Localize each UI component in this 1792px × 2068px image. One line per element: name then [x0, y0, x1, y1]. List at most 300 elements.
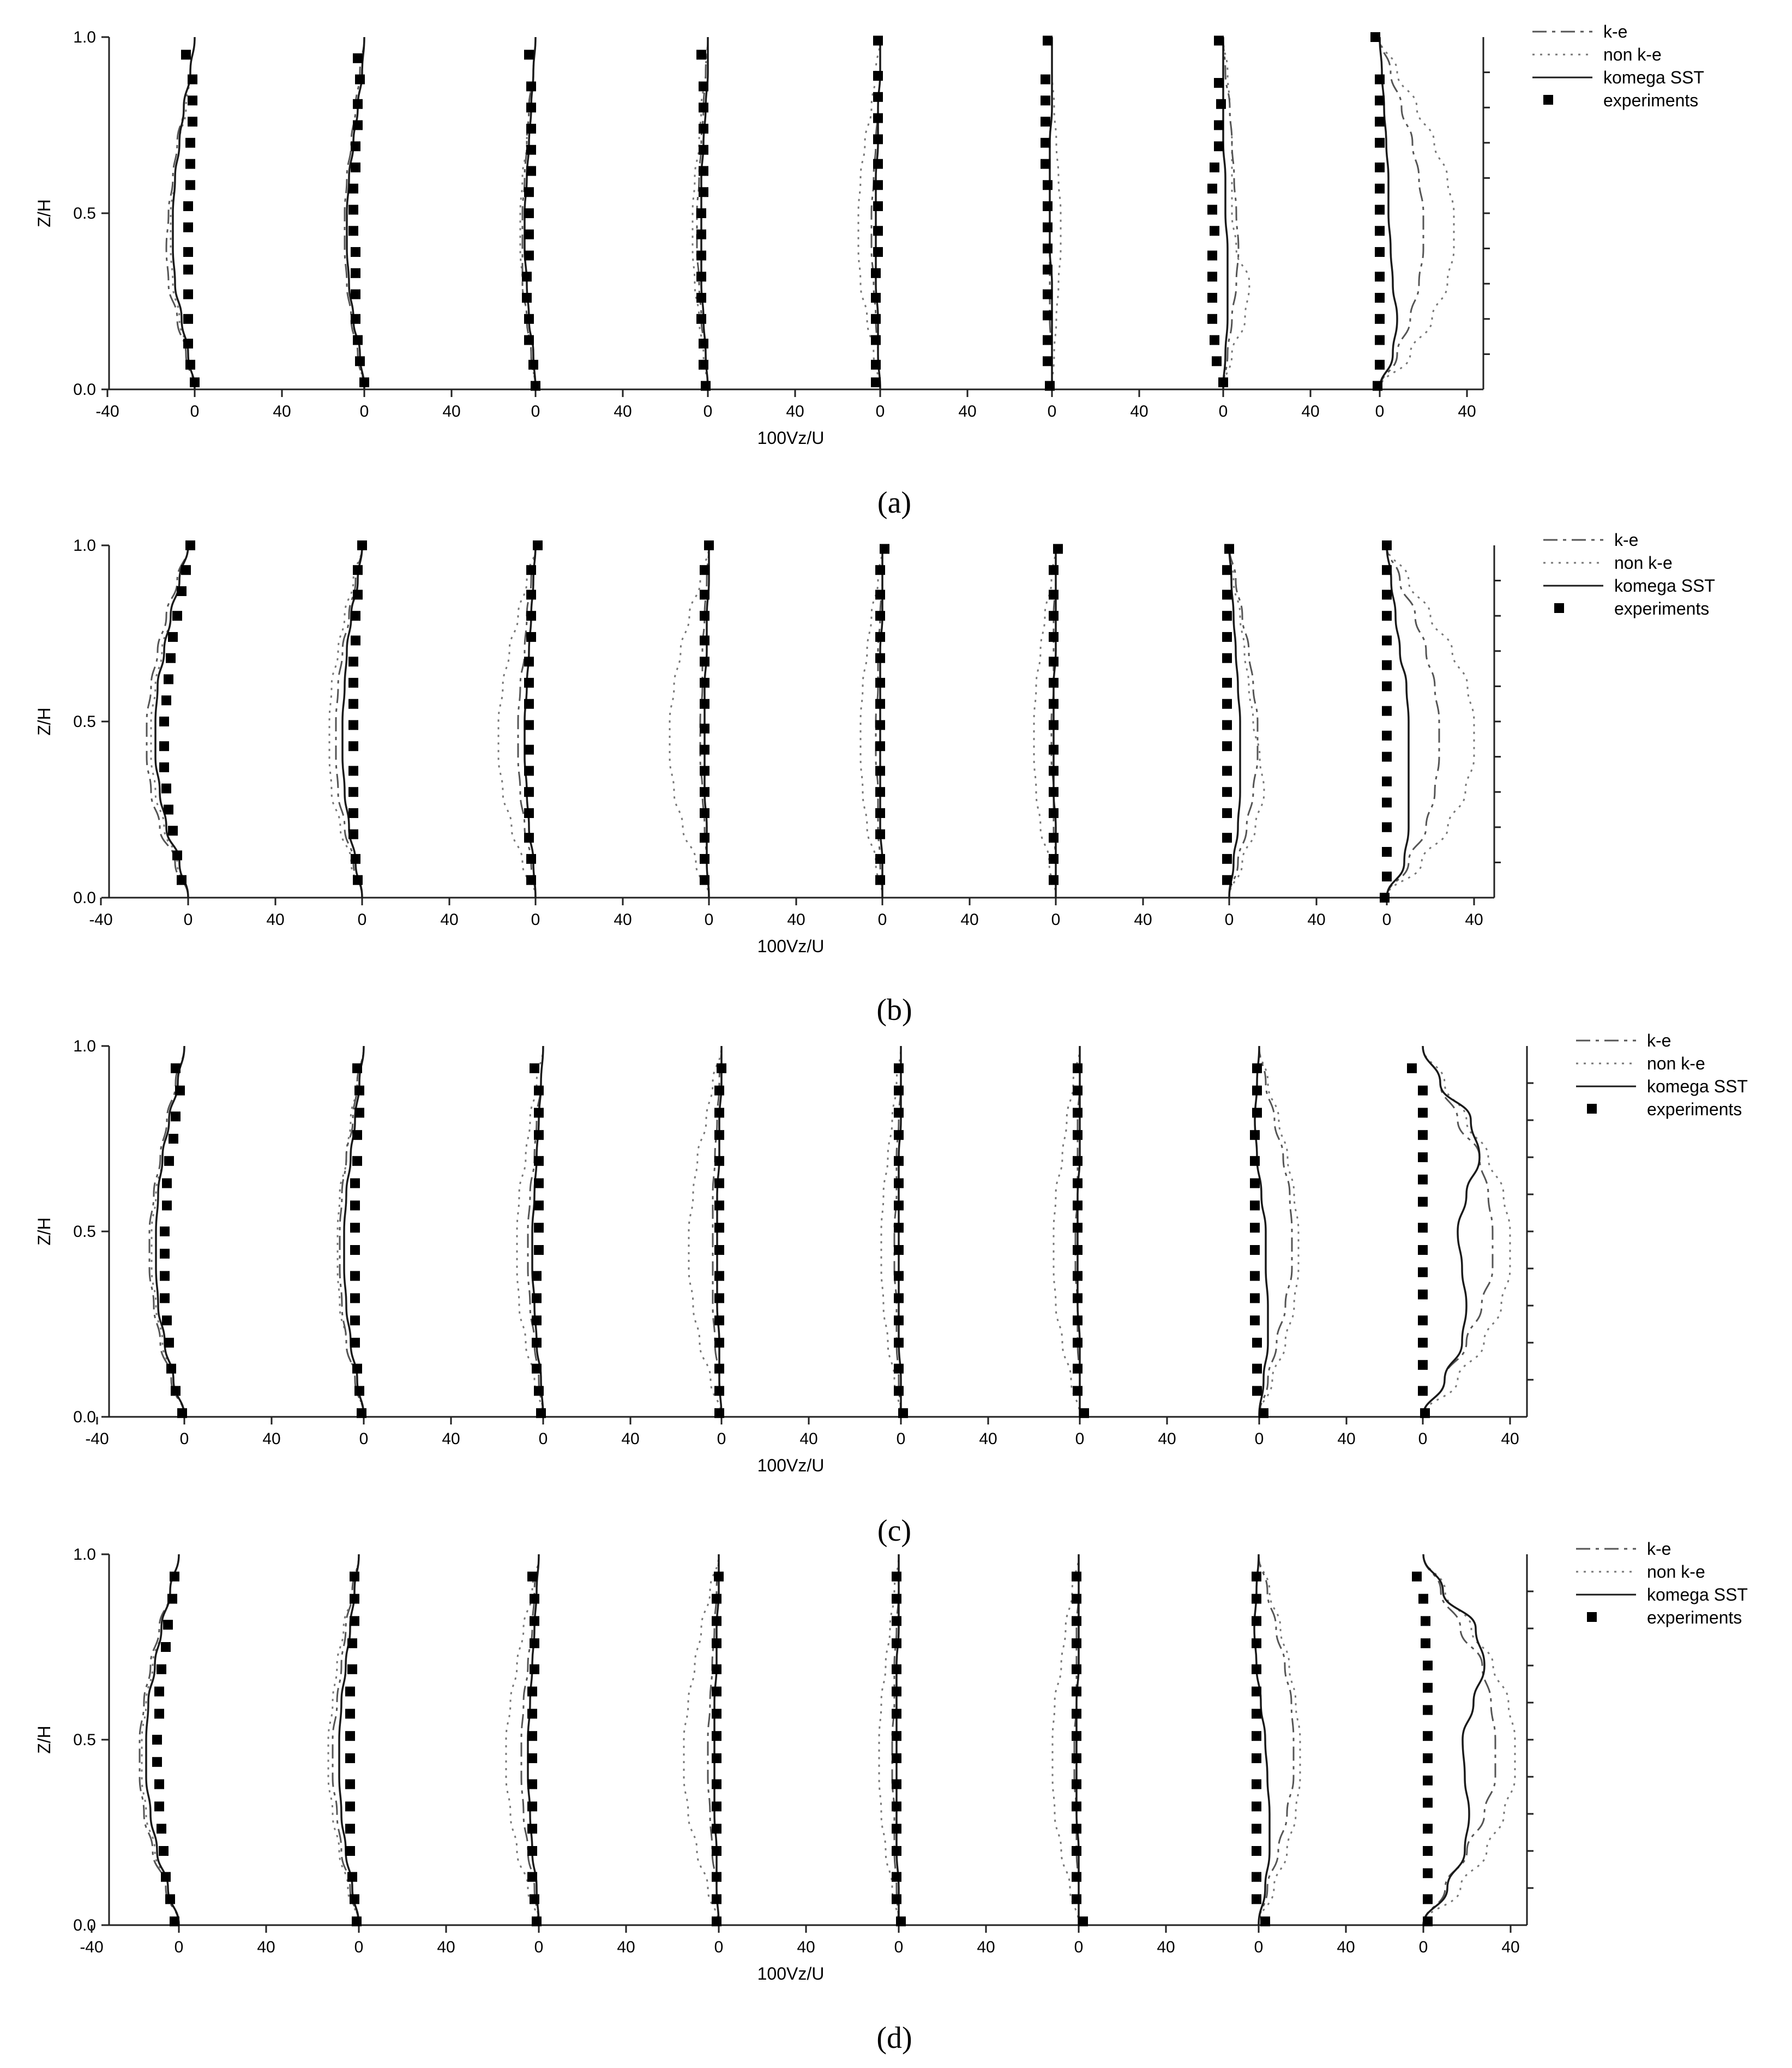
x-tick-label: 40 [1501, 1430, 1519, 1448]
experiment-point [875, 787, 885, 797]
experiment-point [183, 223, 193, 232]
experiment-point [894, 1338, 904, 1348]
experiment-point [1380, 893, 1390, 903]
experiment-point [160, 1249, 170, 1259]
x-tick-label: 0 [875, 402, 885, 420]
x-axis-label: 100Vz/U [757, 1456, 825, 1475]
experiment-point [892, 1753, 901, 1763]
experiment-point [1252, 1687, 1261, 1697]
experiment-point [1072, 1664, 1081, 1674]
experiment-point [712, 1709, 721, 1718]
y-tick-label: 1.0 [73, 28, 96, 46]
experiment-point [348, 699, 358, 709]
experiment-point [699, 360, 708, 370]
experiment-point [1073, 1200, 1083, 1210]
experiment-point [530, 1594, 539, 1604]
experiment-point [714, 1338, 724, 1348]
experiment-point [1073, 1179, 1083, 1188]
experiment-point [1072, 1753, 1081, 1763]
experiment-point [1043, 201, 1053, 211]
x-tick-label: 40 [1134, 911, 1152, 929]
panel-label: (b) [876, 993, 912, 1027]
experiment-point [871, 293, 881, 303]
experiment-point [157, 1824, 166, 1833]
x-tick-label: 0 [1047, 402, 1057, 420]
experiment-point [168, 826, 178, 835]
experiment-point [524, 335, 534, 345]
x-tick-label: 0 [357, 911, 367, 929]
experiment-point [345, 1709, 355, 1718]
experiment-point [1073, 1293, 1083, 1303]
experiment-point [188, 95, 197, 105]
x-tick-label: 40 [442, 1430, 460, 1448]
experiment-point [524, 208, 534, 218]
experiment-point [351, 854, 360, 864]
experiment-point [183, 314, 193, 324]
experiment-point [1043, 310, 1053, 320]
experiment-point [700, 724, 709, 734]
experiment-point [1043, 35, 1053, 45]
experiment-point [1382, 565, 1392, 575]
station-6 [1034, 544, 1063, 898]
experiment-point [524, 50, 534, 59]
experiment-point [1043, 264, 1053, 274]
y-tick-label: 0.0 [73, 381, 96, 399]
experiment-point [894, 1130, 904, 1140]
experiment-point [1421, 1616, 1430, 1626]
experiment-point [345, 1753, 355, 1763]
experiment-point [524, 187, 534, 197]
experiment-point [1049, 678, 1059, 688]
station-8 [1407, 1046, 1510, 1418]
ke-line [1387, 545, 1439, 898]
x-tick-label: 40 [1307, 911, 1326, 929]
x-tick-label: 0 [1418, 1430, 1428, 1448]
experiment-point [1073, 1156, 1083, 1166]
experiment-point [1423, 1916, 1433, 1926]
experiment-point [875, 875, 885, 885]
station-7 [1252, 1554, 1300, 1926]
experiment-point [161, 695, 171, 705]
experiment-point [873, 71, 883, 81]
legend-nonke-label: non k-e [1647, 1562, 1705, 1582]
station-4 [684, 1554, 724, 1926]
experiment-point [712, 1872, 721, 1882]
legend [1532, 22, 1704, 110]
experiment-point [1078, 1916, 1088, 1926]
experiment-point [1073, 1364, 1083, 1374]
experiment-point [1049, 875, 1059, 885]
non-ke-line [1423, 1554, 1515, 1925]
experiment-point [345, 1824, 355, 1833]
experiment-point [527, 1780, 537, 1789]
experiment-point [1049, 766, 1059, 775]
experiment-point [892, 1572, 901, 1582]
experiment-point [524, 833, 534, 843]
experiment-point [1418, 1267, 1428, 1277]
experiment-point [1382, 681, 1392, 691]
experiment-point [527, 1801, 537, 1811]
y-axis-label: Z/H [34, 1726, 54, 1754]
experiment-point [348, 226, 358, 236]
experiment-point [1207, 184, 1217, 194]
experiment-point [1214, 78, 1224, 88]
y-axis-label: Z/H [34, 707, 54, 736]
experiment-point [1214, 141, 1224, 151]
experiment-point [350, 1338, 360, 1348]
experiment-point [700, 678, 709, 688]
experiment-point [1252, 1801, 1261, 1811]
experiment-point [351, 141, 360, 151]
experiment-point [1041, 159, 1050, 169]
experiment-point [1210, 163, 1219, 172]
experiment-point [1423, 1776, 1433, 1786]
experiment-point [1043, 290, 1053, 299]
x-tick-label: 0 [174, 1938, 184, 1956]
experiment-point [1222, 854, 1232, 864]
experiment-point [1252, 1338, 1262, 1348]
legend-sst-label: komega SST [1647, 1585, 1748, 1604]
experiment-point [526, 611, 536, 621]
x-tick-label: 0 [896, 1430, 906, 1448]
experiment-point [352, 1130, 362, 1140]
x-tick-label: 40 [799, 1430, 818, 1448]
experiment-point [875, 699, 885, 709]
experiment-point [1072, 1780, 1081, 1789]
station-5 [861, 544, 889, 898]
experiment-point [1222, 678, 1232, 688]
experiment-point [696, 293, 706, 303]
x-tick-label: 0 [717, 1430, 726, 1448]
experiment-point [1418, 1223, 1428, 1233]
experiment-point [1382, 752, 1392, 762]
experiment-point [353, 565, 363, 575]
station-2 [338, 1046, 366, 1418]
experiment-point [354, 1086, 364, 1096]
x-tick-label: 40 [437, 1938, 455, 1956]
experiment-point [894, 1086, 904, 1096]
experiment-point [892, 1616, 901, 1626]
experiment-point [1072, 1894, 1081, 1904]
experiment-point [1252, 1572, 1261, 1582]
experiment-point [1252, 1753, 1261, 1763]
experiment-point [164, 674, 173, 684]
experiment-point [871, 360, 881, 370]
experiment-point [1212, 356, 1222, 366]
experiment-point [1073, 1130, 1083, 1140]
experiment-point [345, 1780, 355, 1789]
x-tick-label: 0 [1254, 1430, 1264, 1448]
station-1 [140, 1554, 179, 1926]
experiment-point [873, 247, 883, 257]
experiment-point [714, 1386, 724, 1396]
experiment-point [531, 381, 540, 391]
experiment-point [526, 565, 536, 575]
experiment-point [1049, 854, 1059, 864]
experiment-point [1073, 1086, 1083, 1096]
experiment-point [348, 766, 358, 775]
experiment-point [181, 50, 191, 59]
experiment-point [526, 124, 536, 134]
experiment-point [696, 251, 706, 261]
experiment-point [353, 99, 363, 109]
y-axis-label: Z/H [34, 199, 54, 227]
experiment-point [1423, 1846, 1433, 1856]
experiment-point [699, 81, 708, 91]
x-tick-label: 40 [977, 1938, 995, 1956]
experiment-point [348, 678, 358, 688]
experiment-point [528, 360, 538, 370]
x-tick-label: 40 [262, 1430, 281, 1448]
experiment-point [700, 635, 709, 645]
experiment-point [1073, 1223, 1083, 1233]
experiment-point [1423, 1753, 1433, 1763]
experiment-point [873, 226, 883, 236]
experiment-point [1418, 1245, 1428, 1255]
experiment-point [348, 808, 358, 818]
panel-b [34, 530, 1715, 1027]
legend-ke-label: k-e [1603, 22, 1628, 41]
experiment-point [1418, 1086, 1428, 1096]
experiment-point [712, 1846, 721, 1856]
experiment-point [894, 1156, 904, 1166]
experiment-point [875, 829, 885, 839]
x-tick-label: 40 [614, 911, 632, 929]
x-tick-label: 0 [1382, 911, 1392, 929]
x-tick-label: 0 [359, 402, 369, 420]
experiment-point [1073, 1108, 1083, 1117]
experiment-point [1252, 1846, 1261, 1856]
experiment-point [352, 1916, 362, 1926]
experiment-point [357, 1408, 366, 1418]
experiment-point [1373, 381, 1382, 391]
x-tick-label: -40 [80, 1938, 104, 1956]
experiment-point [1072, 1872, 1081, 1882]
x-tick-label: 0 [714, 1938, 724, 1956]
experiment-point [712, 1753, 721, 1763]
x-tick-label: 40 [442, 402, 461, 420]
experiment-point [1375, 184, 1385, 194]
experiment-point [1423, 1683, 1433, 1693]
experiment-point [532, 1271, 542, 1281]
experiment-point [714, 1086, 724, 1096]
experiment-point [1252, 1731, 1261, 1741]
station-4 [693, 37, 711, 391]
experiment-point [1420, 1408, 1430, 1418]
experiment-point [532, 1315, 542, 1325]
experiment-point [1049, 720, 1059, 730]
experiment-point [1375, 95, 1385, 105]
experiment-point [712, 1638, 721, 1648]
experiment-point [894, 1108, 904, 1117]
experiment-point [526, 166, 536, 176]
experiment-point [350, 1179, 360, 1188]
experiment-point [1370, 32, 1380, 42]
experiment-point [532, 1916, 542, 1926]
experiment-point [532, 1338, 542, 1348]
station-7 [1222, 544, 1264, 898]
x-tick-label: 40 [1130, 402, 1148, 420]
legend [1576, 1031, 1748, 1119]
experiment-point [714, 1200, 724, 1210]
x-tick-label: -40 [95, 402, 119, 420]
experiment-point [699, 339, 708, 348]
experiment-point [700, 611, 709, 621]
experiment-point [526, 590, 536, 599]
x-tick-label: 40 [1158, 1430, 1176, 1448]
experiment-point [166, 653, 176, 663]
experiment-point [892, 1846, 901, 1856]
experiment-point [359, 377, 369, 387]
experiment-point [350, 1594, 359, 1604]
experiment-point [527, 1846, 537, 1856]
experiment-point [894, 1223, 904, 1233]
experiment-point [177, 1408, 187, 1418]
experiment-point [165, 1894, 175, 1904]
experiment-point [1252, 1638, 1261, 1648]
experiment-point [351, 611, 360, 621]
station-6 [1053, 1554, 1088, 1926]
experiment-point [696, 272, 706, 281]
x-tick-label: 0 [1254, 1938, 1264, 1956]
x-tick-label: 40 [266, 911, 285, 929]
experiment-point [185, 360, 195, 370]
experiment-point [188, 117, 197, 127]
experiment-point [1418, 1130, 1428, 1140]
experiment-point [351, 268, 360, 278]
experiment-point [704, 540, 714, 550]
experiment-point [894, 1315, 904, 1325]
x-tick-label: 40 [1465, 911, 1483, 929]
experiment-point [533, 540, 543, 550]
experiment-point [351, 314, 360, 324]
experiment-point [699, 166, 708, 176]
experiment-point [696, 230, 706, 239]
x-tick-label: 0 [1218, 402, 1228, 420]
experiment-point [524, 808, 534, 818]
experiment-point [714, 1179, 724, 1188]
experiment-point [894, 1386, 904, 1396]
experiment-point [1214, 35, 1224, 45]
station-1 [149, 1046, 187, 1418]
experiment-point [1375, 75, 1385, 85]
experiment-point [1418, 1594, 1428, 1604]
experiment-point [524, 720, 534, 730]
experiment-point [1252, 1386, 1262, 1396]
experiment-point [175, 1086, 185, 1096]
experiment-point [177, 875, 187, 885]
experiment-point [154, 1780, 164, 1789]
experiment-point [875, 653, 885, 663]
experiment-point [1043, 335, 1053, 345]
experiment-point [530, 1894, 539, 1904]
experiment-point [712, 1731, 721, 1741]
experiment-point [1382, 611, 1392, 621]
experiment-point [700, 590, 709, 599]
experiment-point [170, 1916, 179, 1926]
experiment-point [355, 356, 365, 366]
experiment-point [1382, 540, 1392, 550]
experiment-point [696, 314, 706, 324]
experiment-point [1382, 777, 1392, 786]
experiment-point [1250, 1179, 1260, 1188]
experiment-point [1418, 1360, 1428, 1370]
experiment-point [161, 784, 171, 793]
x-tick-label: 40 [960, 911, 979, 929]
experiment-point [162, 1315, 172, 1325]
experiment-point [1049, 745, 1059, 755]
experiment-point [355, 75, 365, 85]
experiment-point [699, 124, 708, 134]
experiment-point [345, 1687, 355, 1697]
experiment-point [347, 1638, 357, 1648]
experiment-point [714, 1364, 724, 1374]
experiment-point [1073, 1063, 1083, 1073]
station-2 [329, 540, 367, 898]
experiment-point [160, 1271, 170, 1281]
y-tick-label: 1.0 [73, 1546, 96, 1564]
experiment-point [892, 1709, 901, 1718]
experiment-point [351, 163, 360, 172]
experiment-point [1222, 565, 1232, 575]
experiment-point [345, 1801, 355, 1811]
experiment-point [1250, 1200, 1260, 1210]
experiment-point [534, 1156, 544, 1166]
experiment-point [1072, 1594, 1081, 1604]
ke-line [1380, 37, 1423, 389]
experiment-point [1073, 1338, 1083, 1348]
experiment-point [1043, 244, 1053, 254]
experiment-point [536, 1408, 546, 1418]
x-tick-label: 40 [1337, 1430, 1356, 1448]
experiment-point [894, 1063, 904, 1073]
experiment-point [1382, 798, 1392, 808]
experiment-point [527, 1572, 537, 1582]
experiment-point [892, 1638, 901, 1648]
experiment-point [162, 1179, 172, 1188]
experiment-point [1222, 766, 1232, 775]
x-tick-label: 40 [614, 402, 632, 420]
experiment-point [1250, 1245, 1260, 1255]
legend-exp-marker [1554, 603, 1564, 613]
legend-ke-label: k-e [1647, 1539, 1671, 1559]
x-tick-label: 40 [617, 1938, 635, 1956]
experiment-point [350, 1894, 359, 1904]
panel-c [34, 1031, 1748, 1548]
legend-sst-label: komega SST [1647, 1077, 1748, 1096]
experiment-point [873, 201, 883, 211]
experiment-point [892, 1801, 901, 1811]
experiment-point [1041, 117, 1050, 127]
station-1 [166, 37, 200, 389]
experiment-point [154, 1801, 164, 1811]
ke-line [166, 37, 195, 389]
legend-nonke-label: non k-e [1647, 1054, 1705, 1073]
experiment-point [534, 1245, 544, 1255]
experiment-point [1045, 381, 1055, 391]
experiment-point [524, 657, 534, 666]
experiment-point [190, 377, 200, 387]
station-6 [1041, 35, 1061, 390]
experiment-point [894, 1200, 904, 1210]
experiment-point [1252, 1894, 1261, 1904]
experiment-point [1252, 1709, 1261, 1718]
experiment-point [714, 1156, 724, 1166]
experiment-point [526, 875, 536, 885]
experiment-point [526, 632, 536, 642]
x-tick-label: 0 [1074, 1938, 1084, 1956]
non-ke-line [1387, 545, 1474, 898]
